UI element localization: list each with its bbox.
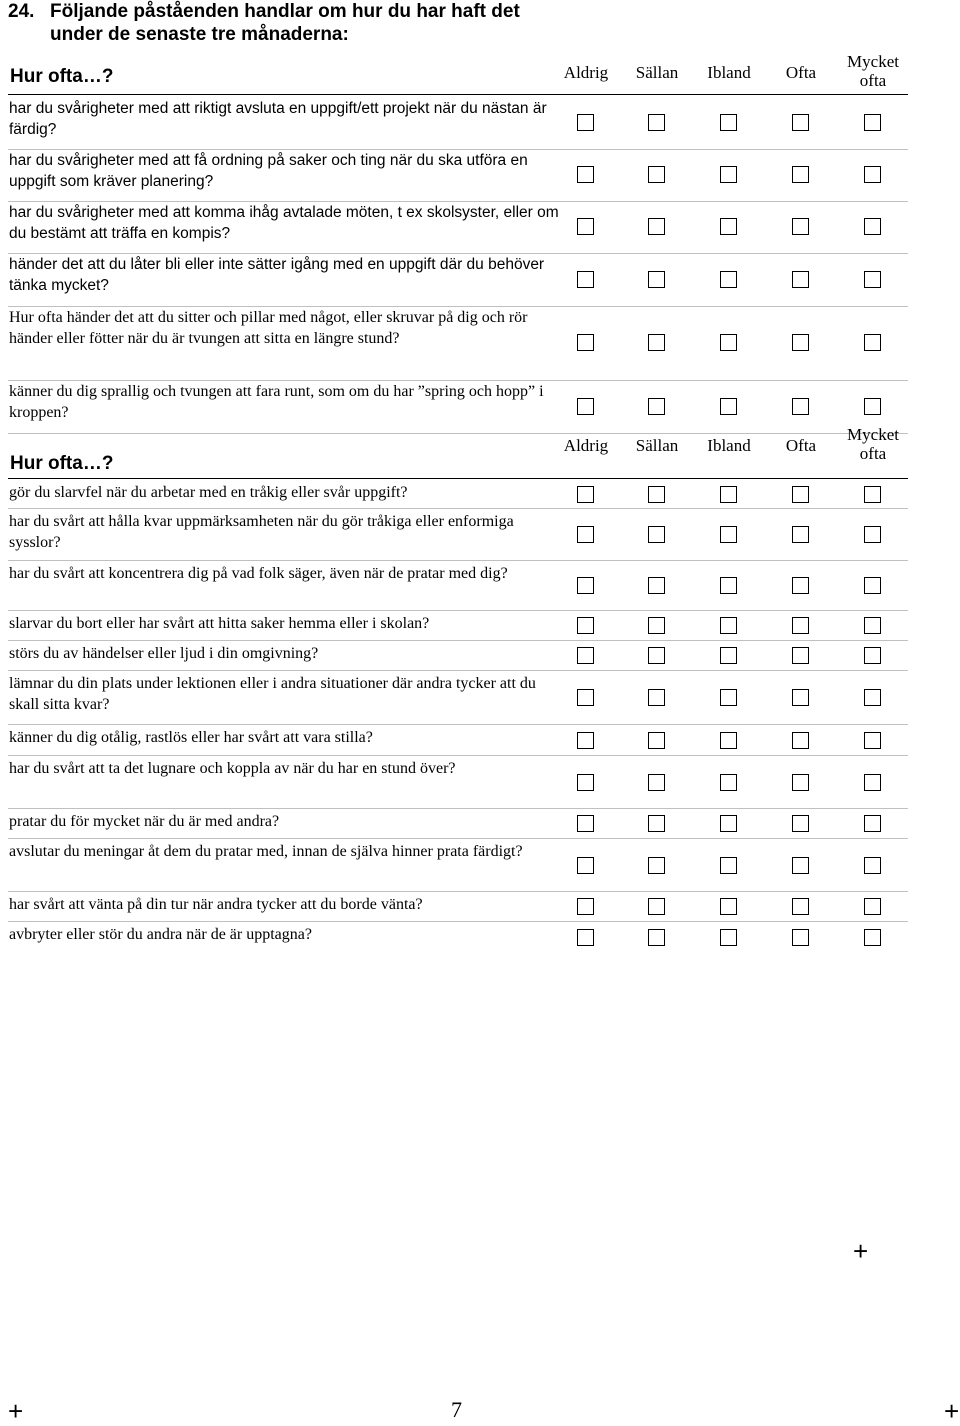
answer-checkbox[interactable] <box>577 486 594 503</box>
question-text: pratar du för mycket när du är med andra? <box>9 813 280 830</box>
answer-checkbox[interactable] <box>792 647 809 664</box>
answer-checkbox[interactable] <box>720 577 737 594</box>
answer-checkbox[interactable] <box>864 334 881 351</box>
answer-checkbox[interactable] <box>720 898 737 915</box>
answer-checkbox[interactable] <box>720 929 737 946</box>
answer-checkbox[interactable] <box>577 857 594 874</box>
answer-checkbox[interactable] <box>720 398 737 415</box>
question-text: har du svårt att hålla kvar uppmärksamheten när du gör tråkiga eller enformiga sysslor? <box>9 513 514 551</box>
answer-checkbox[interactable] <box>648 577 665 594</box>
column-header: Ibland <box>707 63 751 82</box>
answer-checkbox[interactable] <box>864 114 881 131</box>
question-text: störs du av händelser eller ljud i din omgivning? <box>9 645 319 662</box>
section-heading: Hur ofta…? <box>10 453 114 474</box>
question-text: har du svårt att koncentrera dig på vad folk säger, även när de pratar med dig? <box>9 565 508 582</box>
answer-checkbox[interactable] <box>720 218 737 235</box>
answer-checkbox[interactable] <box>648 398 665 415</box>
answer-checkbox[interactable] <box>792 218 809 235</box>
registration-mark: + <box>853 1236 869 1266</box>
answer-checkbox[interactable] <box>864 857 881 874</box>
answer-checkbox[interactable] <box>720 271 737 288</box>
registration-mark: + <box>8 1396 24 1426</box>
answer-checkbox[interactable] <box>648 617 665 634</box>
answer-checkbox[interactable] <box>577 689 594 706</box>
answer-checkbox[interactable] <box>864 398 881 415</box>
question-text: har du svårt att ta det lugnare och koppla av när du har en stund över? <box>9 760 456 777</box>
answer-checkbox[interactable] <box>648 334 665 351</box>
answer-checkbox[interactable] <box>648 218 665 235</box>
registration-mark: + <box>944 1396 960 1426</box>
row-divider <box>8 891 908 892</box>
answer-checkbox[interactable] <box>648 815 665 832</box>
section-heading: Hur ofta…? <box>10 66 114 87</box>
answer-checkbox[interactable] <box>720 647 737 664</box>
answer-checkbox[interactable] <box>792 577 809 594</box>
answer-checkbox[interactable] <box>792 526 809 543</box>
answer-checkbox[interactable] <box>648 526 665 543</box>
answer-checkbox[interactable] <box>577 617 594 634</box>
answer-checkbox[interactable] <box>864 774 881 791</box>
answer-checkbox[interactable] <box>648 689 665 706</box>
row-divider <box>8 724 908 725</box>
answer-checkbox[interactable] <box>864 486 881 503</box>
column-header: Ofta <box>785 436 817 455</box>
question-text: lämnar du din plats under lektionen eller i andra situationer där andra tycker att du skall sitta kvar? <box>9 675 536 713</box>
answer-checkbox[interactable] <box>648 166 665 183</box>
answer-checkbox[interactable] <box>577 647 594 664</box>
question-text: avbryter eller stör du andra när de är upptagna? <box>9 926 312 943</box>
answer-checkbox[interactable] <box>577 166 594 183</box>
answer-checkbox[interactable] <box>577 929 594 946</box>
answer-checkbox[interactable] <box>577 114 594 131</box>
row-divider <box>8 670 908 671</box>
question-number: 24. <box>8 1 35 22</box>
answer-checkbox[interactable] <box>864 815 881 832</box>
row-divider <box>8 838 908 839</box>
answer-checkbox[interactable] <box>864 166 881 183</box>
answer-checkbox[interactable] <box>864 898 881 915</box>
answer-checkbox[interactable] <box>720 166 737 183</box>
answer-checkbox[interactable] <box>720 114 737 131</box>
answer-checkbox[interactable] <box>864 929 881 946</box>
question-text: Hur ofta händer det att du sitter och pillar med något, eller skruvar på dig och rör händer eller fötter när du är tvungen att sitta en längre stund? <box>9 309 528 347</box>
question-text: slarvar du bort eller har svårt att hitta saker hemma eller i skolan? <box>9 615 430 632</box>
answer-checkbox[interactable] <box>720 774 737 791</box>
answer-checkbox[interactable] <box>720 617 737 634</box>
header-rule <box>8 478 908 479</box>
row-divider <box>8 560 908 561</box>
answer-checkbox[interactable] <box>648 732 665 749</box>
question-title: Följande påståenden handlar om hur du har haft det under de senaste tre månaderna: <box>50 1 520 45</box>
row-divider <box>8 640 908 641</box>
answer-checkbox[interactable] <box>792 815 809 832</box>
answer-checkbox[interactable] <box>720 857 737 874</box>
answer-checkbox[interactable] <box>792 617 809 634</box>
answer-checkbox[interactable] <box>648 857 665 874</box>
answer-checkbox[interactable] <box>864 271 881 288</box>
column-header: Ibland <box>707 436 751 455</box>
row-divider <box>8 921 908 922</box>
answer-checkbox[interactable] <box>792 334 809 351</box>
answer-checkbox[interactable] <box>720 334 737 351</box>
answer-checkbox[interactable] <box>792 166 809 183</box>
answer-checkbox[interactable] <box>720 486 737 503</box>
question-text: har du svårigheter med att komma ihåg avtalade möten, t ex skolsyster, eller om du bestämt att träffa en kompis? <box>9 204 559 242</box>
answer-checkbox[interactable] <box>577 526 594 543</box>
answer-checkbox[interactable] <box>648 271 665 288</box>
question-text: har svårt att vänta på din tur när andra tycker att du borde vänta? <box>9 896 423 913</box>
column-header: Mycket ofta <box>847 52 899 90</box>
answer-checkbox[interactable] <box>577 732 594 749</box>
question-text: känner du dig otålig, rastlös eller har svårt att vara stilla? <box>9 729 373 746</box>
question-text: har du svårigheter med att få ordning på saker och ting när du ska utföra en uppgift som kräver planering? <box>9 152 528 190</box>
row-divider <box>8 508 908 509</box>
column-header: Aldrig <box>563 63 609 82</box>
answer-checkbox[interactable] <box>648 929 665 946</box>
row-divider <box>8 808 908 809</box>
header-rule <box>8 94 908 95</box>
column-header: Mycket ofta <box>847 425 899 463</box>
answer-checkbox[interactable] <box>792 857 809 874</box>
answer-checkbox[interactable] <box>720 732 737 749</box>
row-divider <box>8 755 908 756</box>
answer-checkbox[interactable] <box>792 114 809 131</box>
answer-checkbox[interactable] <box>864 689 881 706</box>
answer-checkbox[interactable] <box>577 334 594 351</box>
answer-checkbox[interactable] <box>792 898 809 915</box>
question-text: har du svårigheter med att riktigt avsluta en uppgift/ett projekt när du nästan är färdig? <box>9 100 547 138</box>
question-text: händer det att du låter bli eller inte sätter igång med en uppgift där du behöver tänka mycket? <box>9 256 545 294</box>
question-text: känner du dig sprallig och tvungen att fara runt, som om du har ”spring och hopp” i kroppen? <box>9 383 544 421</box>
answer-checkbox[interactable] <box>864 732 881 749</box>
answer-checkbox[interactable] <box>577 218 594 235</box>
answer-checkbox[interactable] <box>648 114 665 131</box>
answer-checkbox[interactable] <box>577 898 594 915</box>
page-number: 7 <box>451 1397 462 1422</box>
question-text: gör du slarvfel när du arbetar med en tråkig eller svår uppgift? <box>9 484 408 501</box>
answer-checkbox[interactable] <box>864 577 881 594</box>
answer-checkbox[interactable] <box>792 929 809 946</box>
answer-checkbox[interactable] <box>720 526 737 543</box>
answer-checkbox[interactable] <box>792 398 809 415</box>
answer-checkbox[interactable] <box>577 271 594 288</box>
answer-checkbox[interactable] <box>577 774 594 791</box>
answer-checkbox[interactable] <box>648 774 665 791</box>
answer-checkbox[interactable] <box>864 526 881 543</box>
question-text: avslutar du meningar åt dem du pratar med, innan de själva hinner prata färdigt? <box>9 843 523 860</box>
answer-checkbox[interactable] <box>864 617 881 634</box>
column-header: Ofta <box>785 63 817 82</box>
answer-checkbox[interactable] <box>864 218 881 235</box>
answer-checkbox[interactable] <box>648 486 665 503</box>
answer-checkbox[interactable] <box>792 486 809 503</box>
row-divider <box>8 610 908 611</box>
answer-checkbox[interactable] <box>792 774 809 791</box>
answer-checkbox[interactable] <box>577 577 594 594</box>
row-divider <box>8 433 908 434</box>
answer-checkbox[interactable] <box>792 689 809 706</box>
answer-checkbox[interactable] <box>720 815 737 832</box>
answer-checkbox[interactable] <box>720 689 737 706</box>
column-header: Sällan <box>635 436 679 455</box>
column-header: Aldrig <box>563 436 609 455</box>
answer-checkbox[interactable] <box>577 398 594 415</box>
answer-checkbox[interactable] <box>792 271 809 288</box>
answer-checkbox[interactable] <box>792 732 809 749</box>
answer-checkbox[interactable] <box>864 647 881 664</box>
answer-checkbox[interactable] <box>648 647 665 664</box>
answer-checkbox[interactable] <box>648 898 665 915</box>
column-header: Sällan <box>635 63 679 82</box>
answer-checkbox[interactable] <box>577 815 594 832</box>
